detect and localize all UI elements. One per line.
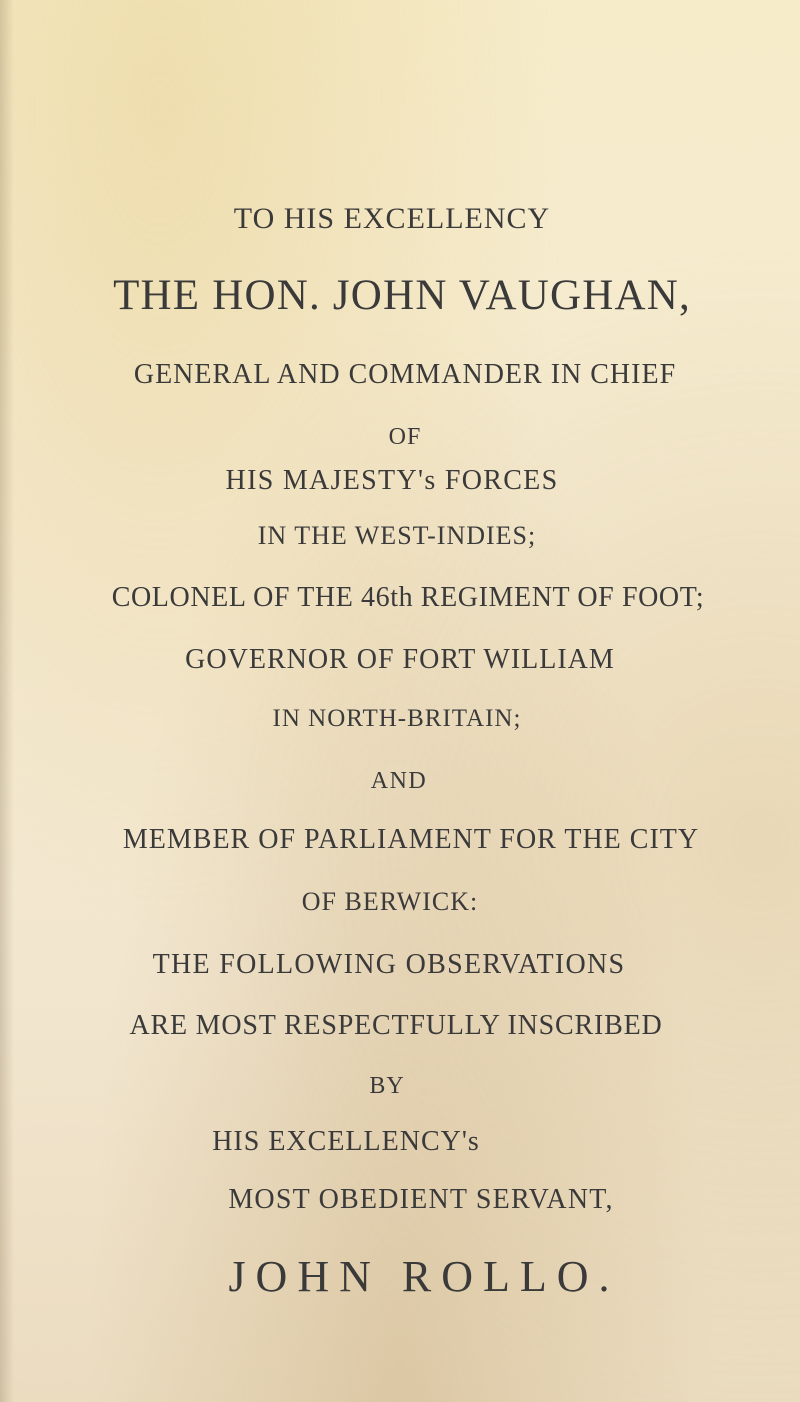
dedication-colonel-line: COLONEL OF THE 46th REGIMENT OF FOOT; xyxy=(111,582,705,613)
dedication-title-general: GENERAL AND COMMANDER IN CHIEF xyxy=(133,359,677,390)
dedication-berwick-line: OF BERWICK: xyxy=(301,887,479,916)
dedication-north-britain-line: IN NORTH-BRITAIN; xyxy=(272,705,522,732)
dedication-addressee-line: TO HIS EXCELLENCY xyxy=(233,202,551,235)
dedication-west-indies-line: IN THE WEST-INDIES; xyxy=(257,521,537,550)
dedication-servant-line: MOST OBEDIENT SERVANT, xyxy=(228,1184,614,1215)
dedication-author-signature: JOHN ROLLO. xyxy=(228,1252,620,1301)
dedication-by-line: BY xyxy=(369,1073,405,1099)
dedication-parliament-line: MEMBER OF PARLIAMENT FOR THE CITY xyxy=(122,824,700,855)
dedication-excellency-line: HIS EXCELLENCY's xyxy=(212,1126,480,1157)
dedication-and-line: AND xyxy=(370,768,428,794)
dedication-name-line: THE HON. JOHN VAUGHAN, xyxy=(113,272,691,319)
dedication-governor-line: GOVERNOR OF FORT WILLIAM xyxy=(185,644,615,675)
dedication-observations-line: THE FOLLOWING OBSERVATIONS xyxy=(152,949,626,980)
dedication-forces-line: HIS MAJESTY's FORCES xyxy=(225,465,559,496)
dedication-inscribed-line: ARE MOST RESPECTFULLY INSCRIBED xyxy=(129,1010,663,1041)
dedication-of-line: OF xyxy=(388,424,422,450)
